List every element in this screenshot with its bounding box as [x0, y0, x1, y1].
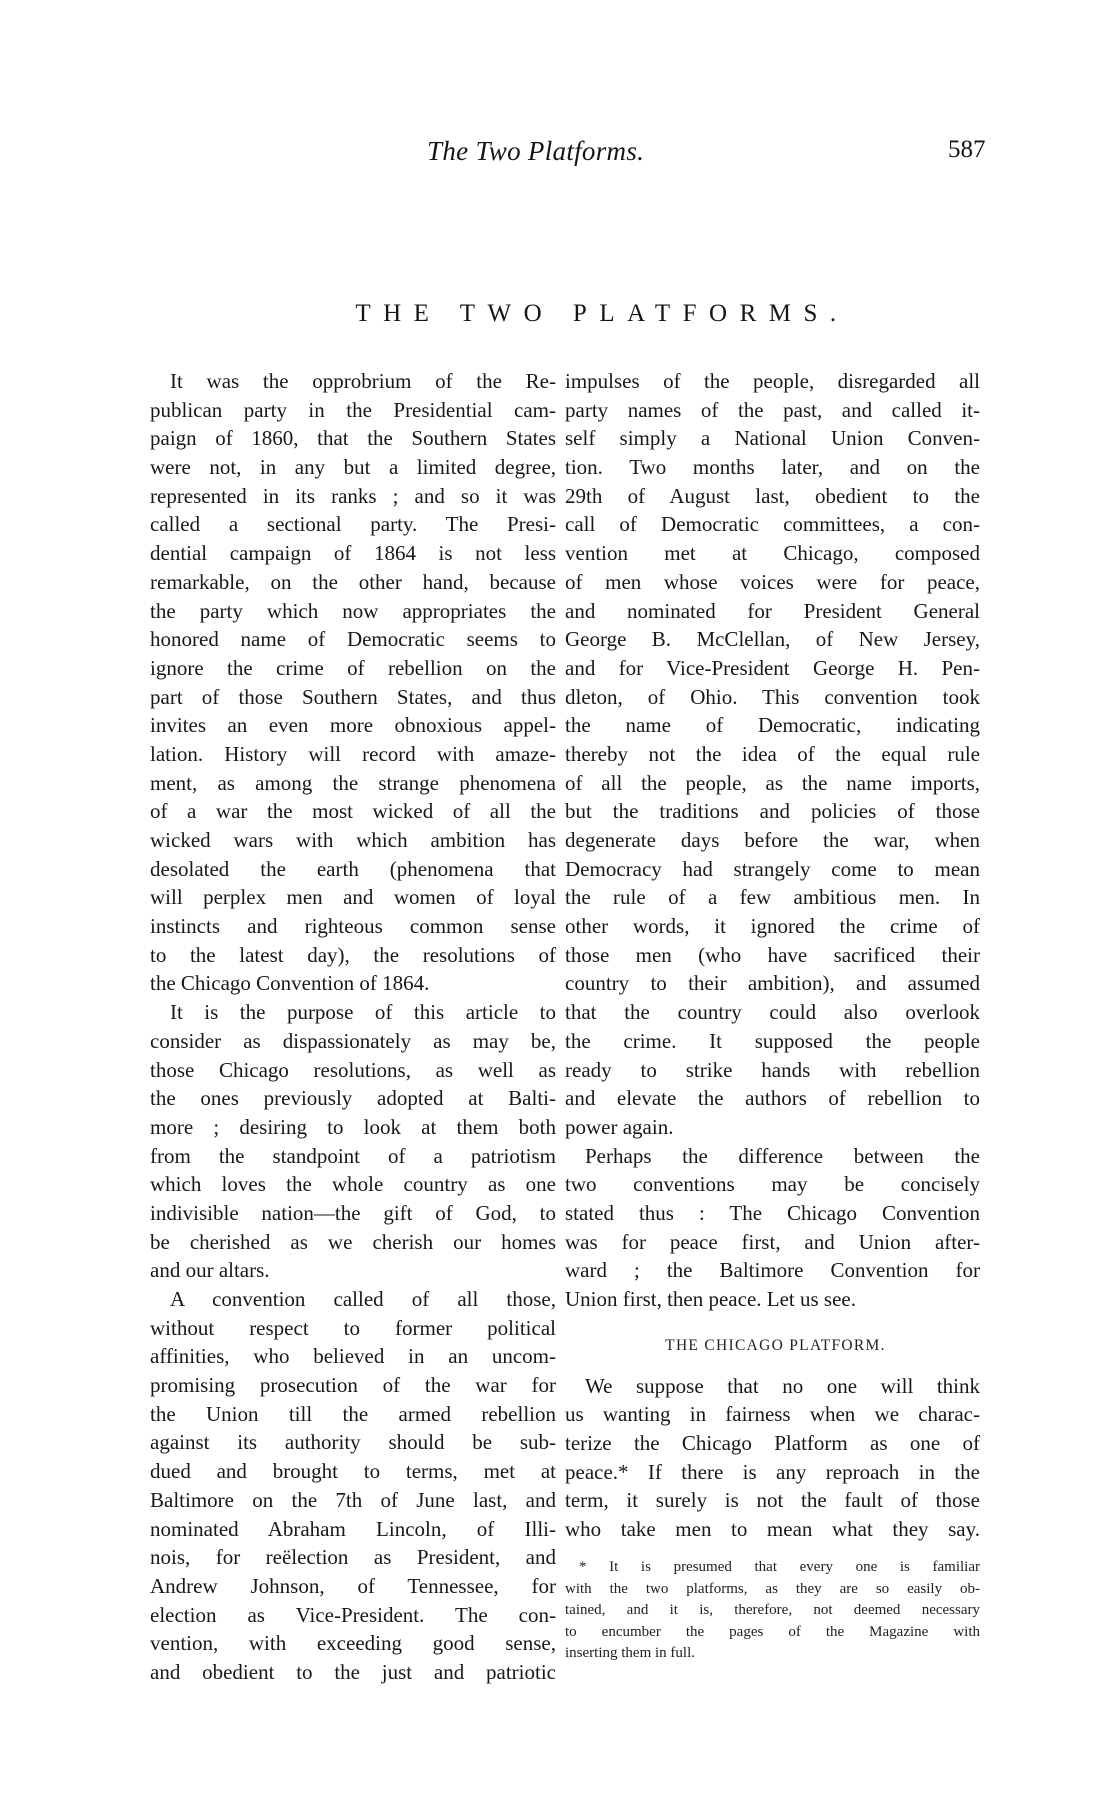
paragraph-line: party names of the past, and called it-: [565, 397, 980, 422]
paragraph-line: tion. Two months later, and on the: [565, 455, 980, 480]
footnote: [565, 1557, 980, 1665]
paragraph-line: remarkable, on the other hand, because: [150, 569, 556, 594]
paragraph-line: impulses of the people, disregarded all: [565, 369, 980, 393]
paragraph-line: the crime. It supposed the people: [565, 1028, 980, 1053]
paragraph-line: and obedient to the just and patriotic: [150, 1659, 556, 1684]
paragraph-line: consider as dispassionately as may be,: [150, 1028, 556, 1053]
paragraph-line: be cherished as we cherish our homes: [150, 1229, 556, 1254]
paragraph-line: will perplex men and women of loyal: [150, 885, 556, 910]
paragraph-line: part of those Southern States, and thus: [150, 684, 556, 709]
paragraph-line: ignore the crime of rebellion on the: [150, 655, 556, 680]
paragraph-line: call of Democratic committees, a con-: [565, 512, 980, 537]
paragraph-line: indivisible nation—the gift of God, to: [150, 1200, 556, 1225]
paragraph-line: the ones previously adopted at Balti-: [150, 1086, 556, 1111]
paragraph-line: A convention called of all those,: [170, 1287, 556, 1311]
paragraph-line: lation. History will record with amaze-: [150, 741, 556, 766]
paragraph-line: Perhaps the difference between the: [585, 1143, 980, 1168]
paragraph-line: and nominated for President General: [565, 598, 980, 623]
paragraph-line: instincts and righteous common sense: [150, 914, 556, 939]
paragraph-line: nominated Abraham Lincoln, of Illi-: [150, 1516, 556, 1541]
paragraph-line: of all the people, as the name imports,: [565, 770, 980, 795]
paragraph-line: who take men to mean what they say.: [565, 1517, 980, 1542]
paragraph-line: that the country could also overlook: [565, 1000, 980, 1025]
paragraph-line: against its authority should be sub-: [150, 1430, 556, 1455]
paragraph-line: desolated the earth (phenomena that: [150, 856, 556, 881]
paragraph-line: called a sectional party. The Presi-: [150, 512, 556, 537]
paragraph-line: promising prosecution of the war for: [150, 1373, 556, 1398]
paragraph-line: were not, in any but a limited degree,: [150, 455, 556, 480]
paragraph-line: honored name of Democratic seems to: [150, 627, 556, 652]
paragraph-line: us wanting in fairness when we charac-: [565, 1402, 980, 1427]
paragraph-line: It is the purpose of this article to: [170, 1000, 556, 1025]
paragraph-line: the Chicago Convention of 1864.: [150, 971, 430, 996]
paragraph-line: but the traditions and policies of those: [565, 799, 980, 824]
paragraph-line: which loves the whole country as one: [150, 1172, 556, 1197]
paragraph-line: power again.: [565, 1114, 674, 1139]
paragraph-line: term, it surely is not the fault of those: [565, 1488, 980, 1513]
paragraph-line: nois, for reëlection as President, and: [150, 1545, 556, 1570]
page-number: 587: [948, 136, 986, 163]
paragraph-line: those men (who have sacrificed their: [565, 942, 980, 967]
paragraph-line: affinities, who believed in an uncom-: [150, 1344, 556, 1369]
paragraph-line: paign of 1860, that the Southern States: [150, 426, 556, 451]
paragraph-line: vention, with exceeding good sense,: [150, 1631, 556, 1656]
paragraph-line: vention met at Chicago, composed: [565, 541, 980, 566]
paragraph-line: publican party in the Presidential cam-: [150, 397, 556, 422]
paragraph-line: ready to strike hands with rebellion: [565, 1057, 980, 1082]
paragraph-line: those Chicago resolutions, as well as: [150, 1057, 556, 1082]
footnote-line: to encumber the pages of the Magazine with: [565, 1623, 980, 1640]
footnote-line: inserting them in full.: [565, 1645, 695, 1661]
paragraph-line: represented in its ranks ; and so it was: [150, 483, 556, 508]
paragraph-line: ment, as among the strange phenomena: [150, 770, 556, 795]
paragraph-line: from the standpoint of a patriotism: [150, 1143, 556, 1168]
paragraph-line: dued and brought to terms, met at: [150, 1459, 556, 1484]
paragraph-line: and for Vice-President George H. Pen-: [565, 655, 980, 680]
paragraph-line: invites an even more obnoxious appel-: [150, 713, 556, 738]
footnote-line: tained, and it is, therefore, not deemed necessary: [565, 1602, 980, 1618]
article-title: THE TWO PLATFORMS.: [355, 300, 849, 327]
paragraph-line: of men whose voices were for peace,: [565, 569, 980, 594]
paragraph-line: wicked wars with which ambition has: [150, 828, 556, 852]
footnote-line: * It is presumed that every one is familiar: [579, 1559, 980, 1575]
paragraph-line: to the latest day), the resolutions of: [150, 942, 556, 967]
paragraph-line: stated thus : The Chicago Convention: [565, 1200, 980, 1225]
paragraph-line: thereby not the idea of the equal rule: [565, 741, 980, 766]
paragraph-line: 29th of August last, obedient to the: [565, 483, 980, 508]
paragraph-line: self simply a National Union Conven-: [565, 426, 980, 451]
paragraph-line: peace.* If there is any reproach in the: [565, 1459, 980, 1484]
paragraph-line: terize the Chicago Platform as one of: [565, 1431, 980, 1456]
paragraph-line: Union first, then peace. Let us see.: [565, 1287, 856, 1311]
paragraph-line: other words, it ignored the crime of: [565, 914, 980, 939]
paragraph-line: dential campaign of 1864 is not less: [150, 541, 556, 566]
paragraph-line: more ; desiring to look at them both: [150, 1114, 556, 1139]
paragraph-line: degenerate days before the war, when: [565, 828, 980, 852]
paragraph-line: We suppose that no one will think: [585, 1373, 980, 1398]
paragraph-line: Andrew Johnson, of Tennessee, for: [150, 1573, 556, 1598]
paragraph-line: was for peace first, and Union after-: [565, 1229, 980, 1254]
paragraph-line: without respect to former political: [150, 1315, 556, 1340]
paragraph-line: of a war the most wicked of all the: [150, 799, 556, 824]
paragraph-line: election as Vice-President. The con-: [150, 1602, 556, 1627]
running-title: The Two Platforms.: [427, 136, 645, 166]
paragraph-line: Democracy had strangely come to mean: [565, 856, 980, 881]
paragraph-line: Baltimore on the 7th of June last, and: [150, 1487, 556, 1512]
paragraph-line: the rule of a few ambitious men. In: [565, 885, 980, 910]
section-subheading: THE CHICAGO PLATFORM.: [665, 1336, 886, 1354]
paragraph-line: country to their ambition), and assumed: [565, 971, 980, 996]
footnote-line: with the two platforms, as they are so easily ob-: [565, 1580, 980, 1597]
paragraph-line: two conventions may be concisely: [565, 1172, 980, 1197]
right-column: [565, 367, 980, 1544]
left-column: [150, 367, 556, 1687]
paragraph-line: dleton, of Ohio. This convention took: [565, 684, 980, 709]
paragraph-line: and elevate the authors of rebellion to: [565, 1086, 980, 1111]
paragraph-line: ward ; the Baltimore Convention for: [565, 1258, 980, 1283]
paragraph-line: the Union till the armed rebellion: [150, 1401, 556, 1426]
paragraph-line: the name of Democratic, indicating: [565, 713, 980, 738]
running-head: [0, 134, 1120, 174]
paragraph-line: the party which now appropriates the: [150, 598, 556, 623]
paragraph-line: and our altars.: [150, 1258, 270, 1283]
paragraph-line: It was the opprobrium of the Re-: [170, 369, 556, 393]
paragraph-line: George B. McClellan, of New Jersey,: [565, 627, 980, 652]
